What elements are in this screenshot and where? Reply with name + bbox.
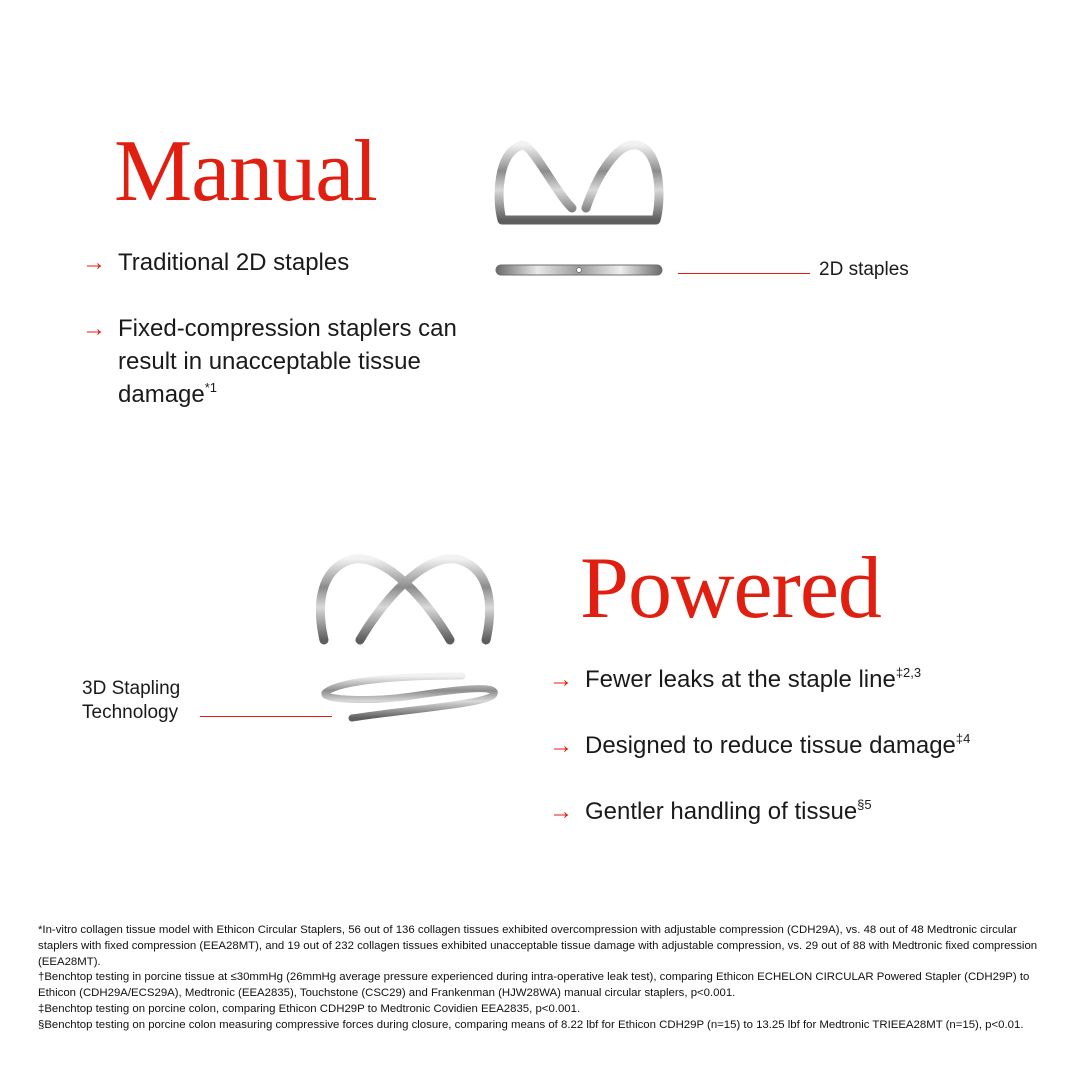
list-item (549, 729, 1049, 762)
staple-3d-top-view-icon (310, 545, 500, 655)
bullet-text: Fixed-compression staplers can result in unacceptable tissue damage (118, 315, 457, 408)
bullet-footnote-ref: ‡2,3 (895, 665, 922, 680)
callout-line (200, 716, 332, 717)
bullet-text: Gentler handling of tissue (585, 798, 858, 825)
arrow-right-icon: → (549, 732, 573, 759)
bullet-footnote-ref: §5 (857, 797, 872, 812)
staple-3d-side-view-icon (312, 664, 502, 728)
staple-2d-side-view-icon (492, 258, 668, 284)
callout-2d-staples: 2D staples (819, 259, 909, 280)
callout-3d-stapling-technology: 3D Stapling Technology (82, 678, 181, 723)
bullet-text: Fewer leaks at the staple line (585, 666, 896, 693)
arrow-right-icon: → (82, 315, 106, 342)
list-item (549, 663, 1049, 696)
bullet-text: Designed to reduce tissue damage (585, 732, 956, 759)
bullet-footnote-ref: *1 (204, 380, 218, 395)
powered-bullet-list (549, 663, 1049, 861)
footnote: ‡Benchtop testing on porcine colon, comparing Ethicon CDH29P to Medtronic Covidien EEA2835, p<0.001. (38, 1002, 581, 1015)
staple-2d-top-view-icon (490, 128, 670, 238)
bullet-footnote-ref: ‡4 (955, 731, 971, 746)
callout-line (678, 273, 810, 274)
powered-title: Powered (580, 540, 881, 637)
footnote: *In-vitro collagen tissue model with Ethicon Circular Staplers, 56 out of 136 collagen tissues exhibited overcompression with adjustable compression (CDH29A), vs. 48 out of 48 Medtronic circular staplers with fixed compression (EEA28MT), and 19 out of 232 collagen tissues exhibited unacceptable tissue damage with adjustable compression, vs. 29 out of 88 with Medtronic fixed compression (EEA28MT). (38, 924, 1038, 968)
list-item (82, 312, 482, 411)
arrow-right-icon: → (82, 249, 106, 276)
footnote: †Benchtop testing in porcine tissue at ≤30mmHg (26mmHg average pressure experienced during intra-operative leak test), comparing Ethicon ECHELON CIRCULAR Powered Stapler (CDH29P) to Ethicon (CDH29A/ECS29A), Medtronic (EEA2835), Touchstone (CSC29) and Frankenman (HJW28WA) manual circular staplers, p<0.001. (38, 971, 1030, 1000)
manual-bullet-list (82, 246, 482, 444)
bullet-text: Traditional 2D staples (118, 249, 350, 276)
list-item (82, 246, 482, 279)
arrow-right-icon: → (549, 666, 573, 693)
list-item (549, 795, 1049, 828)
footnotes (38, 923, 1038, 1034)
arrow-right-icon: → (549, 798, 573, 825)
manual-title: Manual (114, 123, 377, 220)
footnote: §Benchtop testing on porcine colon measuring compressive forces during closure, comparing means of 8.22 lbf for Ethicon CDH29P (n=15) to 13.25 lbf for Medtronic TRIEEA28MT (n=15), p<0.01. (38, 1018, 1024, 1031)
